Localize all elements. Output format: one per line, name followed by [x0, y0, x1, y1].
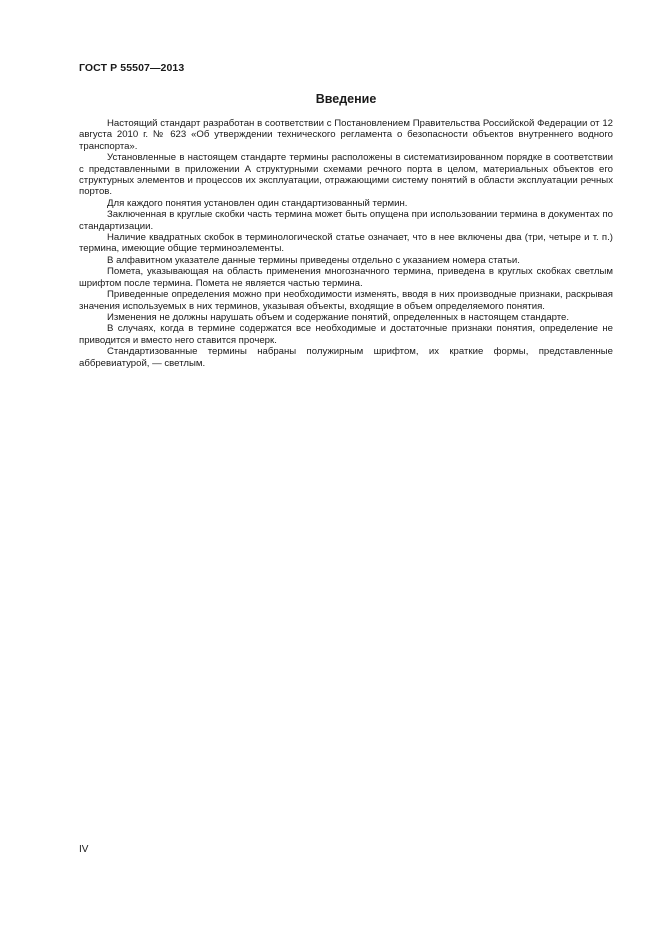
paragraph: Установленные в настоящем стандарте термины расположены в систематизированном порядке в соответствии с представленными в приложении А структурными схемами речного порта в целом, материальных объектов его структурных элементов и процессов их эксплуатации, отражающими систему понятий в области эксплуатации речных портов.	[79, 152, 613, 198]
paragraph: В алфавитном указателе данные термины приведены отдельно с указанием номера статьи.	[107, 254, 520, 266]
paragraph: В случаях, когда в термине содержатся все необходимые и достаточные признаки понятия, определение не приводится и вместо него ставится прочерк.	[79, 323, 613, 346]
paragraph: Заключенная в круглые скобки часть термина может быть опущена при использовании термина в документах по стандартизации.	[79, 209, 613, 232]
paragraph: Приведенные определения можно при необходимости изменять, вводя в них производные признаки, раскрывая значения используемых в них терминов, указывая объекты, входящие в объем определяемого понятия.	[79, 289, 613, 312]
page-number: IV	[79, 844, 89, 855]
paragraph: Стандартизованные термины набраны полужирным шрифтом, их краткие формы, представленные аббревиатурой, — светлым.	[79, 346, 613, 369]
document-code: ГОСТ Р 55507—2013	[79, 62, 185, 74]
section-title: Введение	[315, 92, 377, 106]
paragraph: Настоящий стандарт разработан в соответствии с Постановлением Правительства Российской Федерации от 12 августа 2010 г. № 623 «Об утверждении технического регламента о безопасности объектов внутреннего водного транспорта».	[79, 118, 613, 152]
paragraph: Наличие квадратных скобок в терминологической статье означает, что в нее включены два (три, четыре и т. п.) термина, имеющие общие терминоэлементы.	[79, 232, 613, 255]
paragraph: Изменения не должны нарушать объем и содержание понятий, определенных в настоящем стандарте.	[107, 311, 570, 323]
introduction-body	[79, 118, 613, 369]
paragraph: Помета, указывающая на область применения многозначного термина, приведена в круглых скобках светлым шрифтом после термина. Помета не является частью термина.	[79, 266, 613, 289]
paragraph: Для каждого понятия установлен один стандартизованный термин.	[107, 197, 408, 209]
